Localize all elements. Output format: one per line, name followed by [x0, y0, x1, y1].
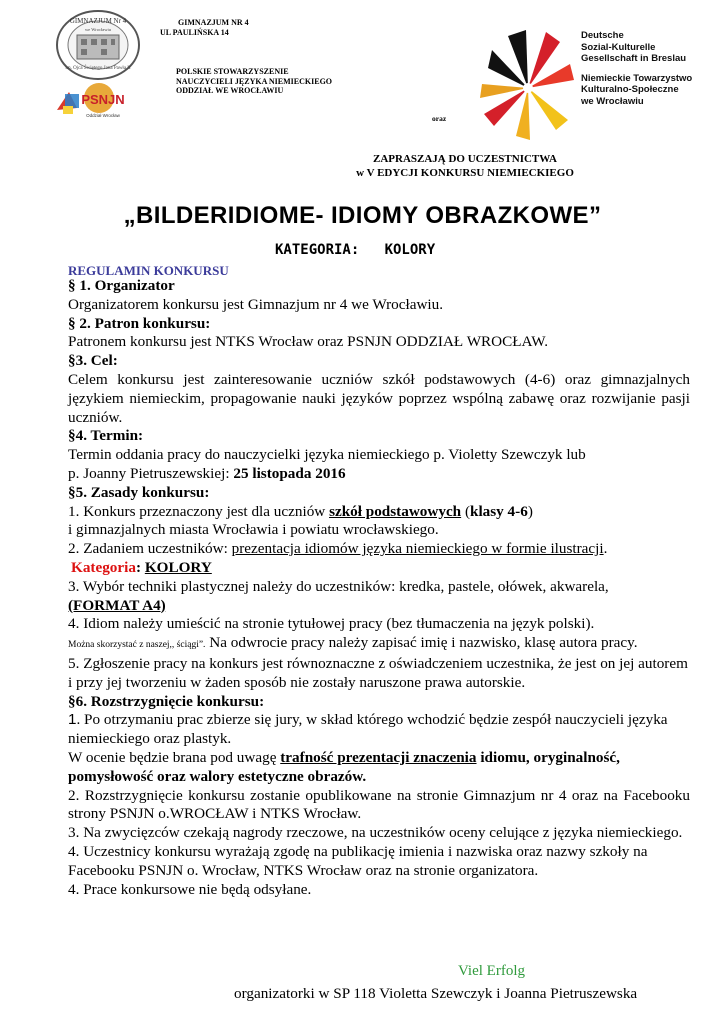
s5-p4-rest: Na odwrocie pracy należy zapisać imię i nazwisko, klasę autora pracy.	[205, 634, 638, 652]
s5-p2-a: 2. Zadaniem uczestników:	[68, 540, 232, 558]
section-5-point-4: 4. Idiom należy umieścić na stronie tytułowej pracy (bez tłumaczenia na język polski).	[68, 615, 595, 633]
good-luck-note: Viel Erfolg	[458, 963, 525, 979]
section-6-point-3: 3. Na zwycięzców czekają nagrody rzeczowe, na uczestników oceny celujące z języka niemieckiego.	[68, 824, 683, 842]
category-row	[68, 559, 690, 578]
dsk-de-2: Sozial-Kulturelle	[581, 41, 656, 53]
section-6-point-4: 4. Uczestnicy konkursu wyrażają zgodę na publikację imienia i nazwiska oraz nazwy szkoły na Facebooku PSNJN o. Wrocław, NTKS Wrocław oraz na stronie organizatora.	[68, 842, 648, 879]
eval-b: trafność prezentacji znaczenia	[280, 748, 477, 766]
section-6-evaluation	[68, 749, 690, 787]
category-value: KOLORY	[144, 558, 212, 576]
category-line: KATEGORIA: KOLORY	[275, 242, 436, 258]
association-name	[176, 67, 332, 96]
school-seal-logo	[55, 9, 141, 81]
s6-p1-num: 1	[68, 711, 77, 729]
s5-p1-d: klasy 4-6	[470, 502, 528, 520]
section-2-text: Patronem konkursu jest NTKS Wrocław oraz PSNJN ODDZIAŁ WROCŁAW.	[68, 333, 549, 351]
school-name	[160, 18, 249, 37]
section-5-point-1-line-2: i gimnazjalnych miasta Wrocławia i powiatu wrocławskiego.	[68, 521, 439, 539]
seal-text-top: GIMNAZJUM Nr 4	[69, 17, 127, 25]
section-2-heading: § 2. Patron konkursu:	[68, 314, 211, 332]
assoc-line-3: ODDZIAŁ WE WROCŁAWIU	[176, 86, 284, 95]
invitation	[250, 152, 680, 180]
seal-text-bottom: im. Ojca Świętego Jana Pawła II	[65, 66, 131, 71]
section-4-heading: §4. Termin:	[68, 427, 144, 445]
psnjn-logo	[55, 80, 141, 120]
s5-p1-b: szkół podstawowych	[329, 502, 462, 520]
section-1-heading: § 1. Organizator	[68, 277, 175, 294]
seal-text-mid: we Wrocławiu	[84, 27, 112, 32]
invite-line-2: w V EDYCJI KONKURSU NIEMIECKIEGO	[356, 167, 574, 179]
section-1-text: Organizatorem konkursu jest Gimnazjum nr 4 we Wrocławiu.	[68, 295, 444, 313]
section-5-point-1	[68, 503, 690, 522]
assoc-line-2: NAUCZYCIELI JĘZYKA NIEMIECKIEGO	[176, 76, 333, 86]
oraz-label: oraz	[432, 114, 447, 123]
s5-p2-c: .	[603, 540, 608, 558]
section-4-line-1: Termin oddania pracy do nauczycielki języka niemieckiego p. Violetty Szewczyk lub	[68, 446, 586, 464]
dskg-text	[581, 30, 692, 107]
deadline-prefix: p. Joanny Pietruszewskiej:	[68, 464, 234, 482]
section-5-point-3: 3. Wybór techniki plastycznej należy do uczestników: kredka, pastele, ołówek, akwarela,	[68, 577, 609, 595]
cheat-sheet-note: Można skorzystać z naszej,, ściągi”.	[68, 640, 206, 651]
assoc-line-1: POLSKIE STOWARZYSZENIE	[176, 67, 289, 76]
section-5-heading: §5. Zasady konkursu:	[68, 483, 210, 501]
dsk-pl-1: Niemieckie Towarzystwo	[581, 72, 693, 84]
rules-body	[68, 277, 690, 899]
school-line-1: GIMNAZJUM NR 4	[178, 18, 249, 27]
rules-heading: REGULAMIN KONKURSU	[68, 263, 229, 278]
s5-p1-e: )	[527, 502, 533, 520]
section-6-point-1	[68, 711, 690, 749]
invite-line-1: ZAPRASZAJĄ DO UCZESTNICTWA	[373, 153, 557, 165]
dsk-pl-3: we Wrocławiu	[581, 95, 644, 107]
section-6-heading: §6. Rozstrzygnięcie konkursu:	[68, 692, 265, 710]
psnjn-logo-text: PSNJN	[81, 92, 125, 107]
dsk-pl-2: Kulturalno-Społeczne	[581, 84, 679, 95]
dsk-de-1: Deutsche	[581, 30, 624, 41]
dsk-de-3: Gesellschaft in Breslau	[581, 53, 687, 64]
psnjn-logo-sub: Oddział Wrocław	[86, 113, 120, 118]
s6-p1-text: . Po otrzymaniu prac zbierze się jury, w skład którego wchodzić będzie zespół nauczycieli języka niemieckiego oraz plastyk.	[68, 711, 668, 748]
section-5-point-2	[68, 540, 690, 559]
section-3-text: Celem konkursu jest zainteresowanie uczniów szkół podstawowych (4-6) oraz gimnazjalnych językiem niemieckim, propagowanie nauki języków poprzez wspólną zabawę oraz rozwijanie pasji uczniów.	[68, 370, 690, 426]
section-3-heading: §3. Cel:	[68, 352, 118, 370]
category-colon: :	[135, 558, 145, 576]
section-6-point-5: 4. Prace konkursowe nie będą odsyłane.	[68, 880, 312, 898]
s5-p1-c: (	[461, 502, 470, 520]
s5-p1-a: 1. Konkurs przeznaczony jest dla uczniów	[68, 502, 330, 520]
section-5-point-5: 5. Zgłoszenie pracy na konkurs jest równoznaczne z oświadczeniem uczestnika, że jest on jej autorem i przy jej tworzeniu w żaden sposób nie zostały naruszone prawa autorskie.	[68, 654, 688, 691]
section-6-point-2: 2. Rozstrzygnięcie konkursu zostanie opublikowane na stronie Gimnazjum nr 4 oraz na Facebooku strony PSNJN o.WROCŁAW i NTKS Wrocław.	[68, 786, 690, 823]
category-label: Kategoria	[71, 558, 136, 576]
deadline-date: 25 listopada 2016	[233, 464, 346, 482]
s5-p2-b: prezentacja idiomów języka niemieckiego w formie ilustracji	[231, 540, 604, 558]
section-5-point-4-cont	[68, 634, 690, 655]
contest-title: „BILDERIDIOME- IDIOMY OBRAZKOWE”	[123, 202, 602, 229]
eval-c: idiomu, oryginalność, pomysłowość oraz walory estetyczne obrazów.	[68, 748, 620, 785]
eval-a: W ocenie będzie brana pod uwagę	[68, 748, 281, 766]
section-4-line-2	[68, 465, 690, 484]
organizers-signature: organizatorki w SP 118 Violetta Szewczyk i Joanna Pietruszewska	[234, 985, 638, 1002]
format-a4: (FORMAT A4)	[68, 596, 166, 614]
school-line-2: UL PAULIŃSKA 14	[160, 27, 229, 37]
